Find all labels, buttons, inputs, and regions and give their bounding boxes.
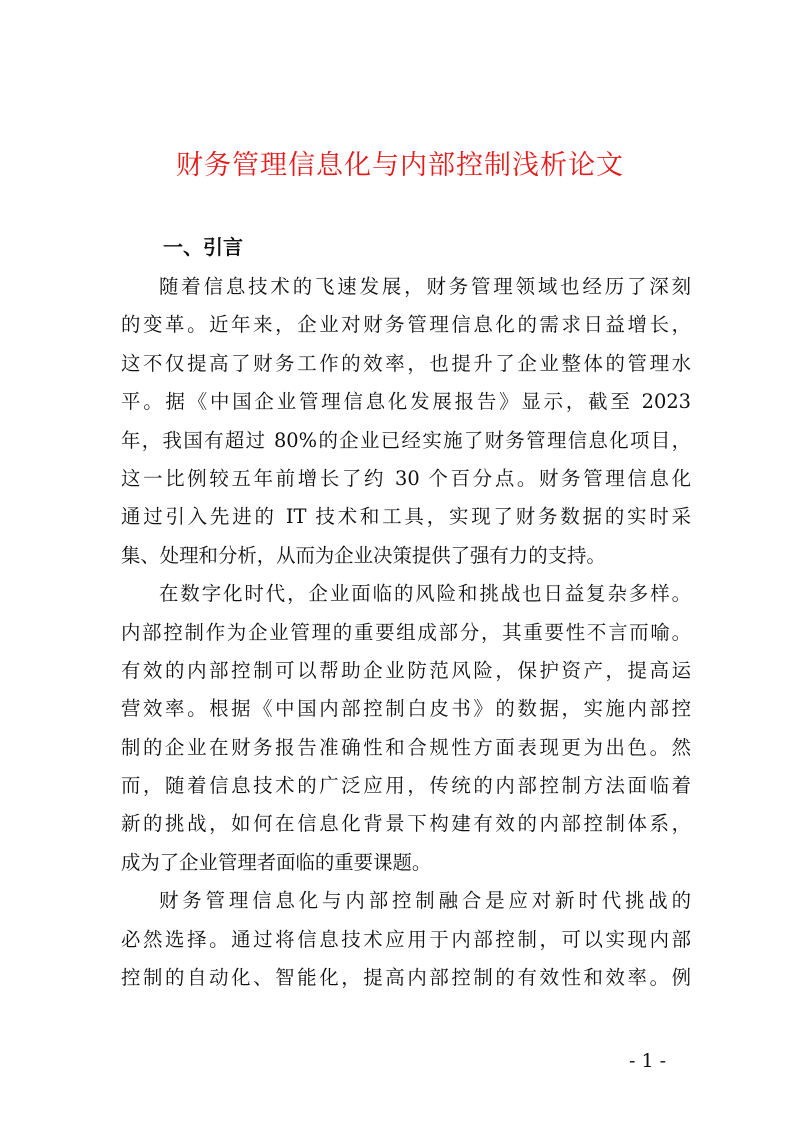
text-line: 控制的自动化、智能化，提高内部控制的有效性和效率。例 xyxy=(121,966,691,990)
text-line: 平。据《中国企业管理信息化发展报告》显示，截至 2023 xyxy=(121,390,691,414)
text-line: 财务管理信息化与内部控制融合是应对新时代挑战的 xyxy=(159,889,691,913)
text-line: 这不仅提高了财务工作的效率，也提升了企业整体的管理水 xyxy=(121,351,691,375)
paragraph-3 xyxy=(121,882,691,997)
document-title: 财务管理信息化与内部控制浅析论文 xyxy=(176,150,624,181)
text-line: 集、处理和分析，从而为企业决策提供了强有力的支持。 xyxy=(121,543,606,567)
document-body xyxy=(121,268,691,997)
paragraph-2 xyxy=(121,575,691,882)
text-line: 新的挑战，如何在信息化背景下构建有效的内部控制体系， xyxy=(121,812,691,836)
text-line: 营效率。根据《中国内部控制白皮书》的数据，实施内部控 xyxy=(121,697,691,721)
text-line: 有效的内部控制可以帮助企业防范风险，保护资产，提高运 xyxy=(121,658,691,682)
text-line: 年，我国有超过 80%的企业已经实施了财务管理信息化项目， xyxy=(121,428,691,452)
section-heading: 一、引言 xyxy=(163,235,243,259)
paragraph-1 xyxy=(121,268,691,575)
text-line: 制的企业在财务报告准确性和合规性方面表现更为出色。然 xyxy=(121,735,691,759)
text-line: 成为了企业管理者面临的重要课题。 xyxy=(121,850,432,874)
text-line: 的变革。近年来，企业对财务管理信息化的需求日益增长， xyxy=(121,313,691,337)
text-line: 随着信息技术的飞速发展，财务管理领域也经历了深刻 xyxy=(159,275,691,298)
text-line: 在数字化时代，企业面临的风险和挑战也日益复杂多样。 xyxy=(159,582,691,606)
page-number: - 1 - xyxy=(629,1050,667,1072)
text-line: 内部控制作为企业管理的重要组成部分，其重要性不言而喻。 xyxy=(121,620,691,644)
text-line: 通过引入先进的 IT 技术和工具，实现了财务数据的实时采 xyxy=(121,505,691,529)
text-line: 而，随着信息技术的广泛应用，传统的内部控制方法面临着 xyxy=(121,774,691,798)
text-line: 这一比例较五年前增长了约 30 个百分点。财务管理信息化 xyxy=(121,466,691,490)
text-line: 必然选择。通过将信息技术应用于内部控制，可以实现内部 xyxy=(121,927,691,951)
